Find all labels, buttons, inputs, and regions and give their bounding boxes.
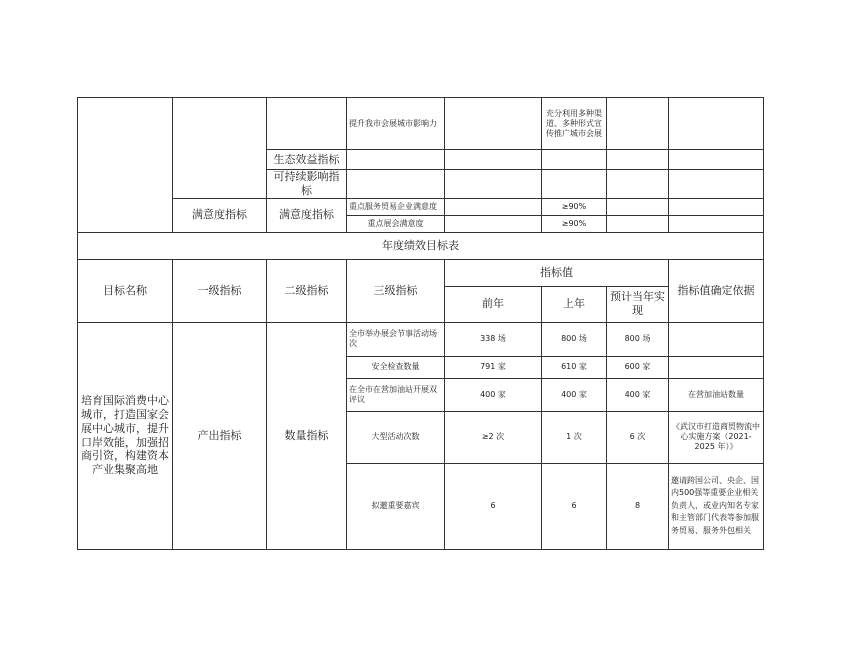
header-current-year: 预计当年实现 [607,286,669,322]
target-cell: 充分利用多种渠道、多种形式宣传推广城市会展 [542,98,607,150]
empty-cell [445,215,542,232]
header-goal-name: 目标名称 [78,259,173,322]
last-value-cell: 1 次 [542,411,607,463]
empty-cell [669,215,764,232]
prev-value-cell: 6 [445,463,542,549]
satisfaction-level1-cell: 满意度指标 [173,198,267,232]
prev-value-cell: 400 家 [445,378,542,411]
prev-value-cell: ≥2 次 [445,411,542,463]
empty-cell [267,98,347,150]
header-prev-year: 前年 [445,286,542,322]
last-value-cell: 800 场 [542,322,607,356]
basis-cell: 在营加油站数量 [669,378,764,411]
level1-cell: 产出指标 [173,322,267,549]
empty-cell [607,198,669,215]
header-row [78,259,764,286]
eco-indicator-cell: 生态效益指标 [267,150,347,170]
empty-cell [669,170,764,199]
target-cell: ≥90% [542,198,607,215]
header-last-year: 上年 [542,286,607,322]
last-value-cell: 6 [542,463,607,549]
basis-cell [669,322,764,356]
empty-cell [669,198,764,215]
level3-cell: 提升我市会展城市影响力 [347,98,445,150]
empty-cell [669,98,764,150]
empty-cell [445,198,542,215]
basis-cell: 《武汉市打造商贸物流中心实施方案（2021-2025 年）》 [669,411,764,463]
empty-cell [78,98,173,233]
empty-cell [445,98,542,150]
level3-cell: 全市举办展会节事活动场次 [347,322,445,356]
empty-cell [542,170,607,199]
header-basis: 指标值确定依据 [669,259,764,322]
sustain-indicator-cell: 可持续影响指标 [267,170,347,199]
performance-table [77,97,764,550]
current-value-cell: 600 家 [607,356,669,378]
empty-cell [607,98,669,150]
level3-cell: 大型活动次数 [347,411,445,463]
last-value-cell: 400 家 [542,378,607,411]
empty-cell [445,170,542,199]
basis-cell [669,356,764,378]
prev-value-cell: 791 家 [445,356,542,378]
header-indicator-value: 指标值 [445,259,669,286]
current-value-cell: 6 次 [607,411,669,463]
basis-cell: 邀请跨国公司、央企、国内500强等重要企业相关负责人，或业内知名专家和主管部门代表等参加服务贸易、服务外包相关 [669,463,764,549]
empty-cell [607,215,669,232]
level3-cell: 拟邀重要嘉宾 [347,463,445,549]
header-level2: 二级指标 [267,259,347,322]
level2-cell: 数量指标 [267,322,347,549]
target-cell: ≥90% [542,215,607,232]
satisfaction-level2-cell: 满意度指标 [267,198,347,232]
level3-cell: 重点展会满意度 [347,215,445,232]
level3-cell: 重点服务贸易企业满意度 [347,198,445,215]
level3-cell: 在全市在营加油站开展双评议 [347,378,445,411]
table-row [78,98,764,150]
last-value-cell: 610 家 [542,356,607,378]
empty-cell [542,150,607,170]
empty-cell [445,150,542,170]
empty-cell [347,150,445,170]
empty-cell [607,170,669,199]
annual-table-title: 年度绩效目标表 [78,232,764,259]
header-level3: 三级指标 [347,259,445,322]
current-value-cell: 800 场 [607,322,669,356]
table-row [78,198,764,215]
empty-cell [669,150,764,170]
table-row [78,232,764,259]
empty-cell [173,98,267,199]
empty-cell [347,170,445,199]
goal-text-cell: 培育国际消费中心城市，打造国家会展中心城市，提升口岸效能，加强招商引资，构建资本产业集聚高地 [78,322,173,549]
prev-value-cell: 338 场 [445,322,542,356]
level3-cell: 安全检查数量 [347,356,445,378]
empty-cell [607,150,669,170]
header-level1: 一级指标 [173,259,267,322]
current-value-cell: 8 [607,463,669,549]
current-value-cell: 400 家 [607,378,669,411]
table-row [78,322,764,356]
